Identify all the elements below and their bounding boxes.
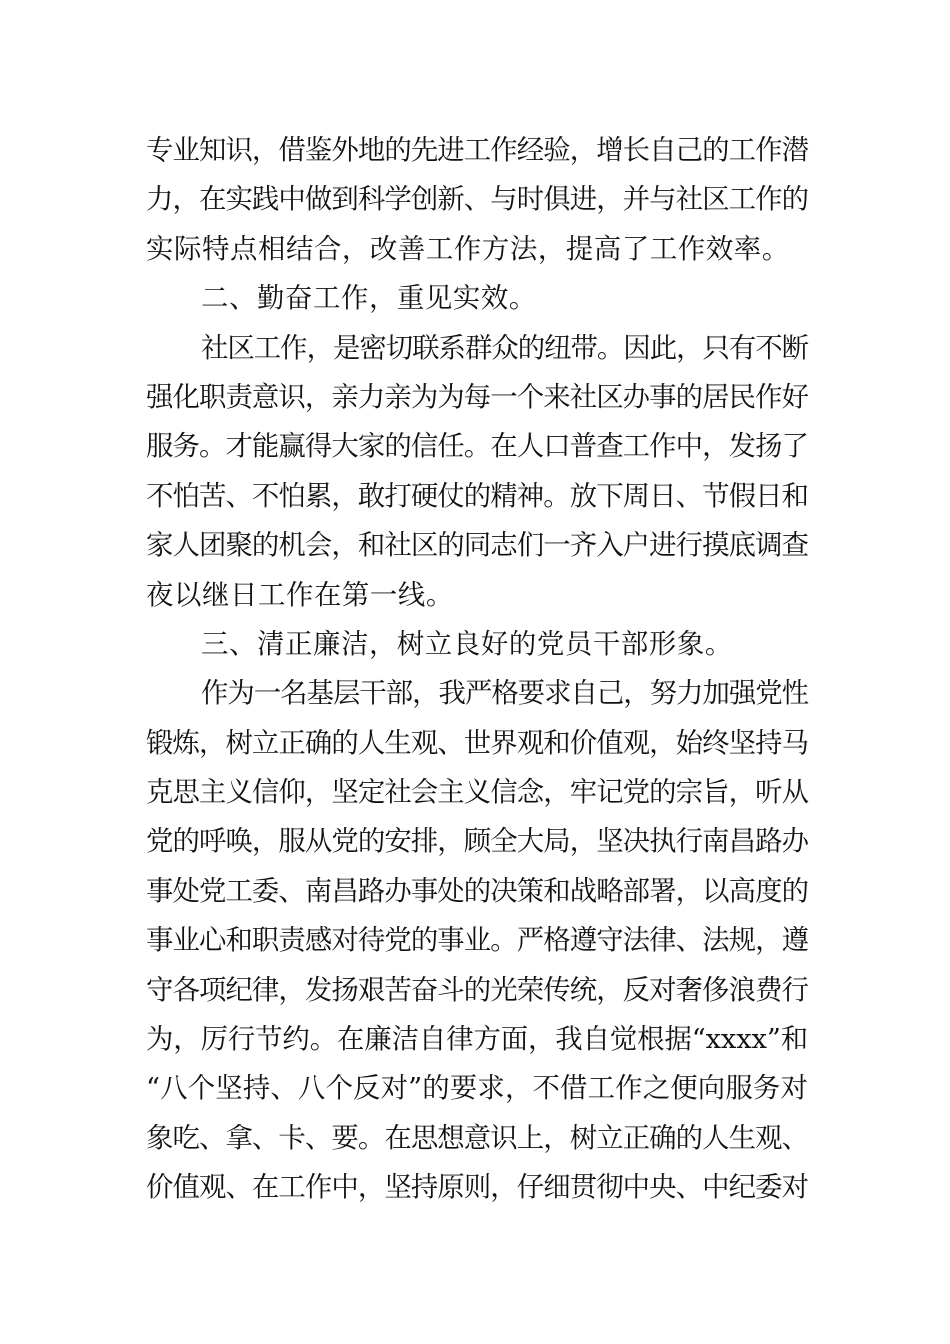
text-line: 守各项纪律，发扬艰苦奋斗的光荣传统，反对奢侈浪费行 (146, 974, 808, 1006)
text-line: 克思主义信仰，坚定社会主义信念，牢记党的宗旨，听从 (146, 777, 808, 809)
text-line: 服务。才能赢得大家的信任。在人口普查工作中，发扬了 (146, 431, 808, 463)
text-line: “八个坚持、八个反对”的要求，不借工作之便向服务对 (146, 1073, 808, 1105)
text-line: 夜以继日工作在第一线。 (146, 579, 454, 611)
text-line: 事业心和职责感对待党的事业。严格遵守法律、法规，遵 (146, 925, 808, 957)
text-line: 为，厉行节约。在廉洁自律方面，我自觉根据“xxxx”和 (146, 1024, 808, 1056)
text-line: 强化职责意识，亲力亲为为每一个来社区办事的居民作好 (146, 381, 808, 413)
text-line: 不怕苦、不怕累，敢打硬仗的精神。放下周日、节假日和 (146, 480, 808, 512)
text-line: 家人团聚的机会，和社区的同志们一齐入户进行摸底调查 (146, 530, 808, 562)
document-body (146, 126, 808, 1213)
text-line: 社区工作，是密切联系群众的纽带。因此，只有不断 (201, 332, 808, 364)
text-line: 力，在实践中做到科学创新、与时俱进，并与社区工作的 (146, 184, 808, 216)
text-line: 专业知识，借鉴外地的先进工作经验，增长自己的工作潜 (146, 135, 808, 166)
text-line: 事处党工委、南昌路办事处的决策和战略部署，以高度的 (146, 875, 808, 907)
text-line: 价值观、在工作中，坚持原则，仔细贯彻中央、中纪委对 (146, 1172, 808, 1204)
text-line: 象吃、拿、卡、要。在思想意识上，树立正确的人生观、 (146, 1122, 808, 1154)
section-heading-2: 二、勤奋工作，重见实效。 (201, 283, 537, 315)
section-heading-3: 三、清正廉洁，树立良好的党员干部形象。 (201, 628, 733, 660)
text-line: 实际特点相结合，改善工作方法，提高了工作效率。 (146, 233, 790, 265)
text-line: 锻炼，树立正确的人生观、世界观和价值观，始终坚持马 (146, 727, 808, 759)
text-line: 作为一名基层干部，我严格要求自己，努力加强党性 (201, 678, 808, 710)
text-line: 党的呼唤，服从党的安排，顾全大局，坚决执行南昌路办 (146, 826, 808, 858)
